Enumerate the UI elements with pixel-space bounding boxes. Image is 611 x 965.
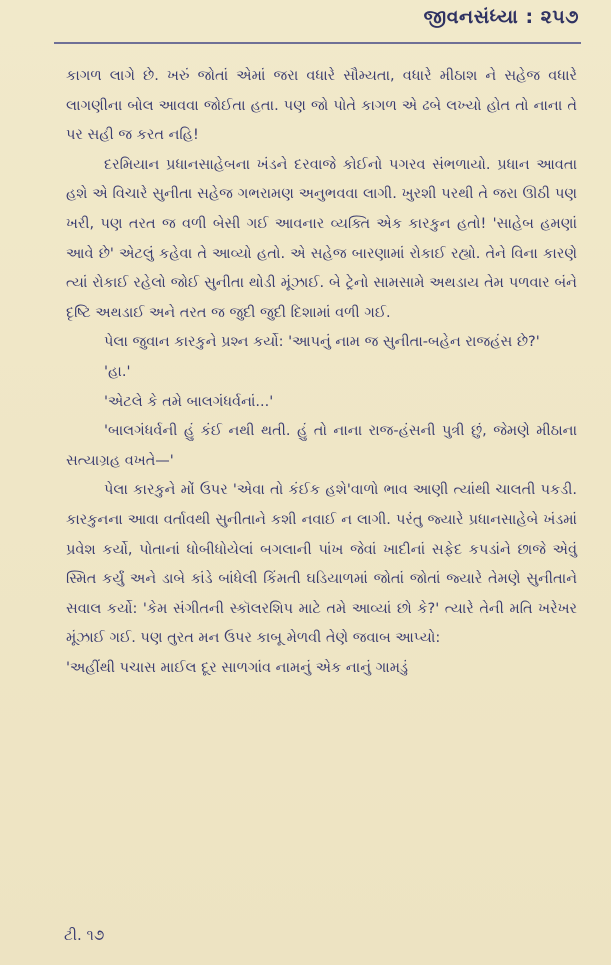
header-rule [54,42,581,44]
paragraph-5: 'એટલે કે તમે બાલગંધર્વનાં...' [104,393,274,410]
paragraph-3: પેલા જુવાન કારકુને પ્રશ્ન કર્યો: 'આપનું નામ જ સુનીતા-બહેન રાજહંસ છે?' [104,334,540,351]
page-body [66,62,577,683]
paragraph-6: 'બાલગંધર્વની હું કંઈ નથી થતી. હું તો નાના રાજ-હંસની પુત્રી છું, જેમણે મીઠાના સત્યાગ્રહ વખતે—' [66,423,577,469]
paragraph-1: કાગળ લાગે છે. ખરું જોતાં એમાં જરા વધારે સૌમ્યતા, વધારે મીઠાશ ને સહેજ વધારે લાગણીના બોલ આવવા જોઈતા હતા. પણ જો પોતે કાગળ એ ઢબે લખ્યો હોત તો નાના તે પર સહી જ કરત નહિ! [66,68,577,144]
paragraph-7: પેલા કારકુને મોં ઉપર 'એવા તો કંઈક હશે'વાળો ભાવ આણી ત્યાંથી ચાલતી પકડી. કારકુનના આવા વર્તાવથી સુનીતાને કશી નવાઈ ન લાગી. પરંતુ જ્યારે પ્રધાનસાહેબે ખંડમાં પ્રવેશ કર્યો, પોતાનાં ધોબીધોયેલાં બગલાની પાંખ જેવાં ખાદીનાં સફેદ કપડાંને છાજે એવું સ્મિત કર્યું અને ડાબે કાંડે બાંધેલી કિંમતી ઘડિયાળમાં જોતાં જોતાં જ્યારે તેમણે સુનીતાને સવાલ કર્યો: 'કેમ સંગીતની સ્કૉલરશિપ માટે તમે આવ્યાં છો કે?' ત્યારે તેની મતિ ખરેખર મૂંઝાઈ ગઈ. પણ તુરત મન ઉપર કાબૂ મેળવી તેણે જવાબ આપ્યો: [66,482,577,647]
paragraph-4: 'હા.' [104,363,131,380]
paragraph-2: દરમિયાન પ્રધાનસાહેબના ખંડને દરવાજે કોઈનો પગરવ સંભળાયો. પ્રધાન આવતા હશે એ વિચારે સુનીતા સહેજ ગભરામણ અનુભવવા લાગી. ખુરશી પરથી તે જરા ઊઠી પણ ખરી, પણ તરત જ વળી બેસી ગઈ આવનાર વ્યક્તિ એક કારકુન હતો! 'સાહેબ હમણાં આવે છે' એટલું કહેવા તે આવ્યો હતો. એ સહેજ બારણામાં રોકાઈ રહ્યો. તેને વિના કારણે ત્યાં રોકાઈ રહેલો જોઈ સુનીતા થોડી મૂંઝાઈ. બે ટ્રેનો સામસામે અથડાય તેમ પળવાર બંને દૃષ્ટિ અથડાઈ અને તરત જ જુદી જુદી દિશામાં વળી ગઈ. [66,156,577,321]
signature-mark: ટી. ૧૭ [64,926,105,944]
paragraph-8: 'અહીંથી પચાસ માઈલ દૂર સાળગાંવ નામનું એક નાનું ગામડું [66,659,408,676]
running-head: જીવનસંધ્યા : ૨૫૭ [423,6,579,28]
